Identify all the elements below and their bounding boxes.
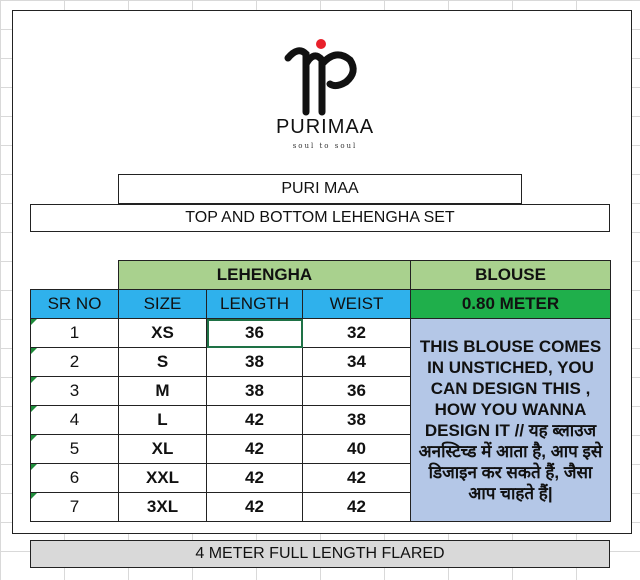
weist-cell[interactable]: 38 bbox=[303, 406, 411, 435]
blouse-meter-cell[interactable]: 0.80 METER bbox=[411, 290, 611, 319]
sr-value: 7 bbox=[69, 497, 80, 516]
size-chart-table bbox=[30, 260, 611, 522]
blouse-note-cell[interactable]: THIS BLOUSE COMES IN UNSTICHED, YOU CAN DESIGN THIS , HOW YOU WANNA DESIGN IT // यह ब्लाउज अनस्टिच्ड में आता है, आप इसे डिजाइन कर सकते हैं, जैसा आप चाहते हैं| bbox=[411, 319, 611, 522]
weist-cell[interactable]: 42 bbox=[303, 464, 411, 493]
length-cell[interactable]: 42 bbox=[207, 406, 303, 435]
length-cell[interactable]: 38 bbox=[207, 377, 303, 406]
header-row-2 bbox=[31, 290, 611, 319]
sr-value: 1 bbox=[69, 323, 80, 342]
sr-cell[interactable] bbox=[31, 493, 119, 522]
length-cell[interactable]: 38 bbox=[207, 348, 303, 377]
size-cell[interactable]: 3XL bbox=[119, 493, 207, 522]
sr-cell[interactable] bbox=[31, 319, 119, 348]
subtitle-cell[interactable]: TOP AND BOTTOM LEHENGHA SET bbox=[30, 204, 610, 232]
brand-tagline: soul to soul bbox=[292, 142, 358, 150]
size-header[interactable]: SIZE bbox=[119, 290, 207, 319]
weist-cell[interactable]: 40 bbox=[303, 435, 411, 464]
length-cell-selected[interactable]: 36 bbox=[207, 319, 303, 348]
length-cell[interactable]: 42 bbox=[207, 435, 303, 464]
length-header[interactable]: LENGTH bbox=[207, 290, 303, 319]
weist-cell[interactable]: 42 bbox=[303, 493, 411, 522]
weist-cell[interactable]: 32 bbox=[303, 319, 411, 348]
weist-cell[interactable]: 34 bbox=[303, 348, 411, 377]
sr-cell[interactable] bbox=[31, 464, 119, 493]
sr-cell[interactable] bbox=[31, 377, 119, 406]
length-cell[interactable]: 42 bbox=[207, 464, 303, 493]
empty-cell bbox=[31, 261, 119, 290]
error-indicator-icon bbox=[31, 377, 37, 383]
sr-value: 4 bbox=[69, 410, 80, 429]
error-indicator-icon bbox=[31, 348, 37, 354]
sr-no-header[interactable]: SR NO bbox=[31, 290, 119, 319]
size-cell[interactable]: M bbox=[119, 377, 207, 406]
error-indicator-icon bbox=[31, 464, 37, 470]
size-cell[interactable]: L bbox=[119, 406, 207, 435]
error-indicator-icon bbox=[31, 319, 37, 325]
size-cell[interactable]: S bbox=[119, 348, 207, 377]
footer-cell[interactable]: 4 METER FULL LENGTH FLARED bbox=[30, 540, 610, 568]
sr-value: 3 bbox=[69, 381, 80, 400]
blouse-header[interactable]: BLOUSE bbox=[411, 261, 611, 290]
error-indicator-icon bbox=[31, 435, 37, 441]
weist-header[interactable]: WEIST bbox=[303, 290, 411, 319]
title-cell[interactable]: PURI MAA bbox=[118, 174, 522, 204]
sr-cell[interactable] bbox=[31, 435, 119, 464]
sr-cell[interactable] bbox=[31, 348, 119, 377]
brand-name: PURIMAA bbox=[275, 116, 375, 138]
error-indicator-icon bbox=[31, 406, 37, 412]
lehengha-header[interactable]: LEHENGHA bbox=[119, 261, 411, 290]
length-cell[interactable]: 42 bbox=[207, 493, 303, 522]
logo-mark-icon bbox=[250, 30, 400, 120]
size-cell[interactable]: XXL bbox=[119, 464, 207, 493]
brand-logo bbox=[250, 30, 400, 160]
size-cell[interactable]: XS bbox=[119, 319, 207, 348]
error-indicator-icon bbox=[31, 493, 37, 499]
weist-cell[interactable]: 36 bbox=[303, 377, 411, 406]
sr-value: 6 bbox=[69, 468, 80, 487]
sr-value: 2 bbox=[69, 352, 80, 371]
table-row bbox=[31, 319, 611, 348]
size-cell[interactable]: XL bbox=[119, 435, 207, 464]
sr-value: 5 bbox=[69, 439, 80, 458]
sr-cell[interactable] bbox=[31, 406, 119, 435]
header-row-1 bbox=[31, 261, 611, 290]
